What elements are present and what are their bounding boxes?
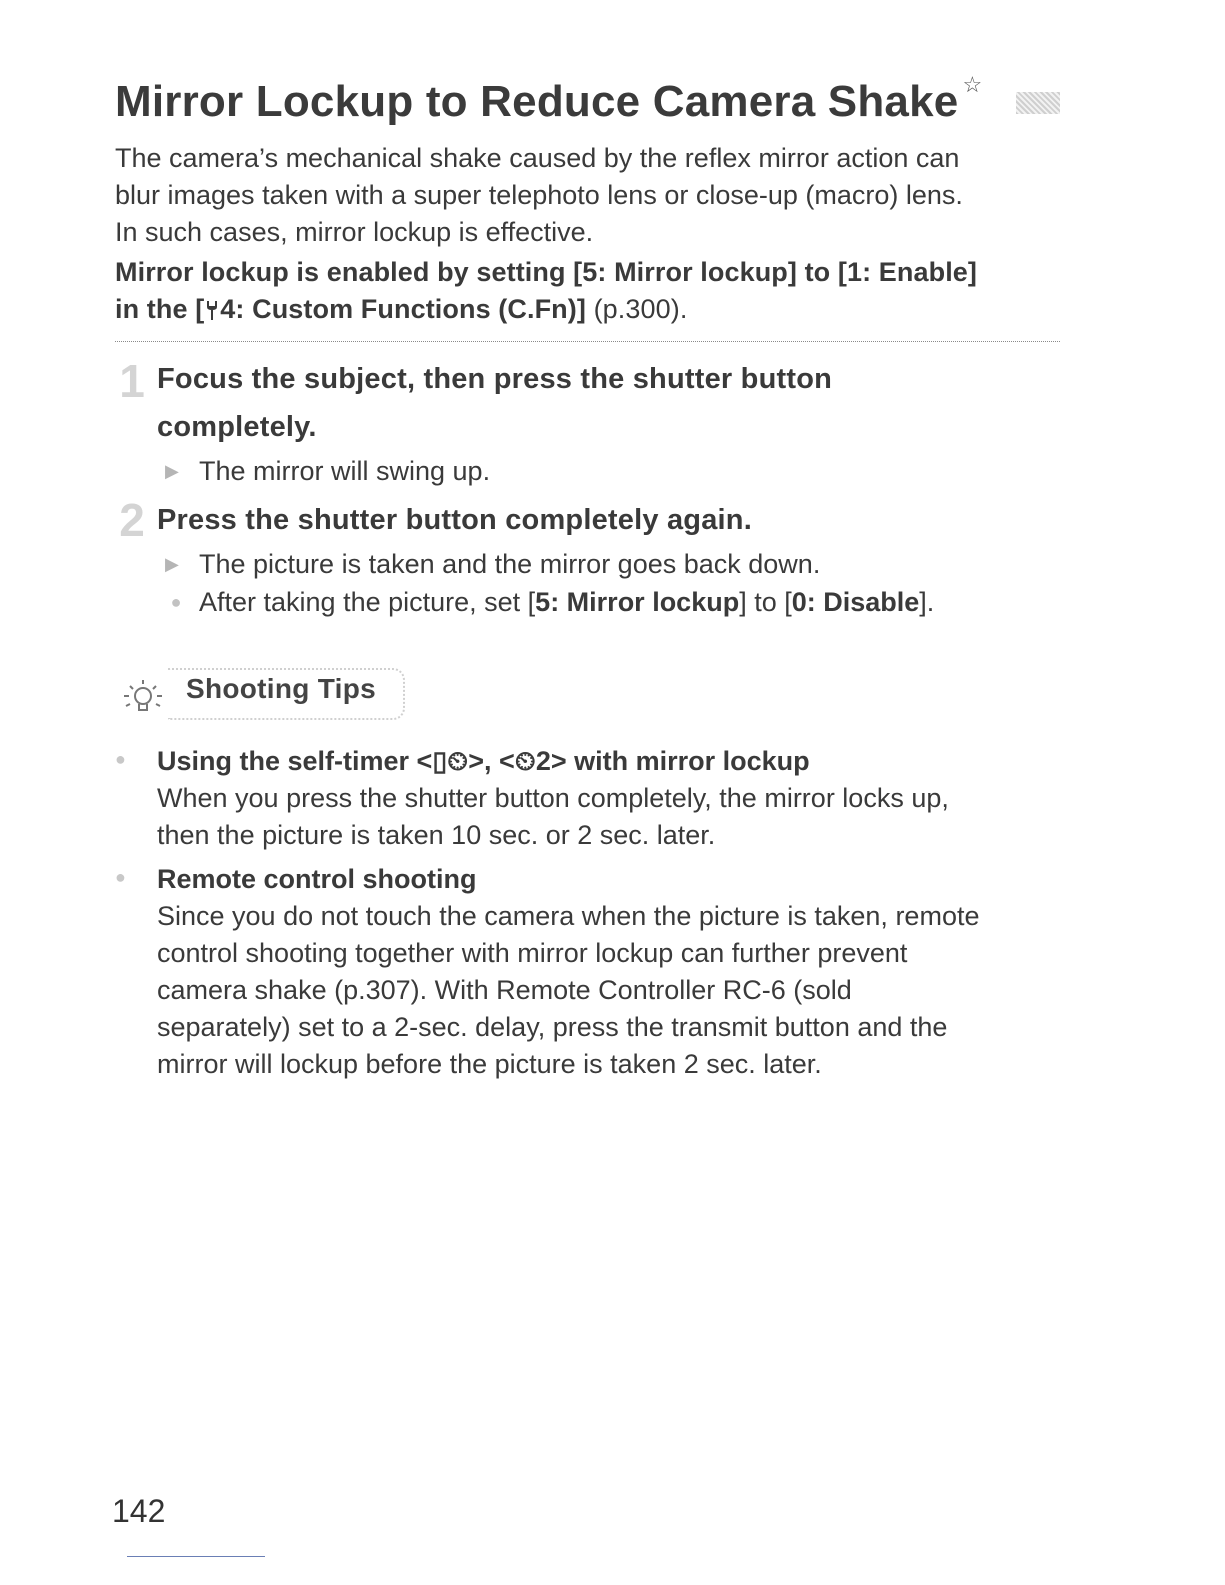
page-title: Mirror Lockup to Reduce Camera Shake ☆ (115, 72, 983, 126)
tip-self-timer (115, 743, 1060, 863)
step-1 (115, 355, 1060, 488)
tip-title: Remote control shooting (157, 864, 477, 894)
tip-body: Since you do not touch the camera when the picture is taken, remote control shooting together with mirror lockup can further prevent camera shake (p.307). With Remote Controller RC-6 (sold separately) set to a 2-sec. delay, press the transmit button and the mirror will lockup before the picture is taken 2 sec. later. (157, 901, 980, 1079)
divider (115, 341, 1060, 342)
result-arrow-icon: ▶ (165, 554, 179, 574)
section-tab-marker (1016, 92, 1060, 114)
tip-remote-control (115, 861, 1060, 1091)
result-bullet: ▶ The mirror will swing up. (165, 453, 490, 493)
step-title-cont: completely. (157, 411, 317, 443)
star-icon: ☆ (962, 72, 983, 97)
lightbulb-icon (118, 674, 168, 718)
setting-instruction: Mirror lockup is enabled by setting [5: Mirror lockup] to [1: Enable] (115, 257, 978, 287)
setting-instruction-cont: in the [ 4: Custom Functions (C.Fn)] (p.300). (115, 294, 688, 324)
wrench-icon (205, 299, 219, 321)
footer-line (127, 1556, 265, 1557)
step-number: 2 (119, 494, 145, 546)
bullet-dot-icon: ● (115, 749, 126, 769)
intro-line: blur images taken with a super telephoto lens or close-up (macro) lens. (115, 180, 963, 210)
bullet-dot-icon: ● (170, 592, 182, 612)
page-reference: (p.300). (585, 294, 688, 324)
step-number: 1 (119, 355, 145, 407)
tips-heading: Shooting Tips (186, 673, 377, 704)
tip-title: Using the self-timer <▯⏲>, <⏲2> with mirror lockup (157, 746, 810, 776)
step-title: Focus the subject, then press the shutter button (157, 363, 833, 395)
note-bullet: ● After taking the picture, set [5: Mirror lockup] to [0: Disable]. (165, 584, 934, 624)
result-bullet: ▶ The picture is taken and the mirror goes back down. (165, 546, 820, 586)
page-number: 142 (112, 1493, 166, 1529)
bullet-dot-icon: ● (115, 867, 126, 887)
tip-body: When you press the shutter button completely, the mirror locks up, then the picture is taken 10 sec. or 2 sec. later. (157, 783, 949, 850)
result-arrow-icon: ▶ (165, 461, 179, 481)
intro-line: In such cases, mirror lockup is effective. (115, 217, 594, 247)
intro-line: The camera’s mechanical shake caused by the reflex mirror action can (115, 143, 960, 173)
shooting-tips-header (118, 668, 428, 718)
step-2 (115, 494, 1060, 627)
intro-section (115, 140, 1060, 328)
step-title: Press the shutter button completely again. (157, 504, 752, 536)
page-header (115, 72, 1060, 136)
